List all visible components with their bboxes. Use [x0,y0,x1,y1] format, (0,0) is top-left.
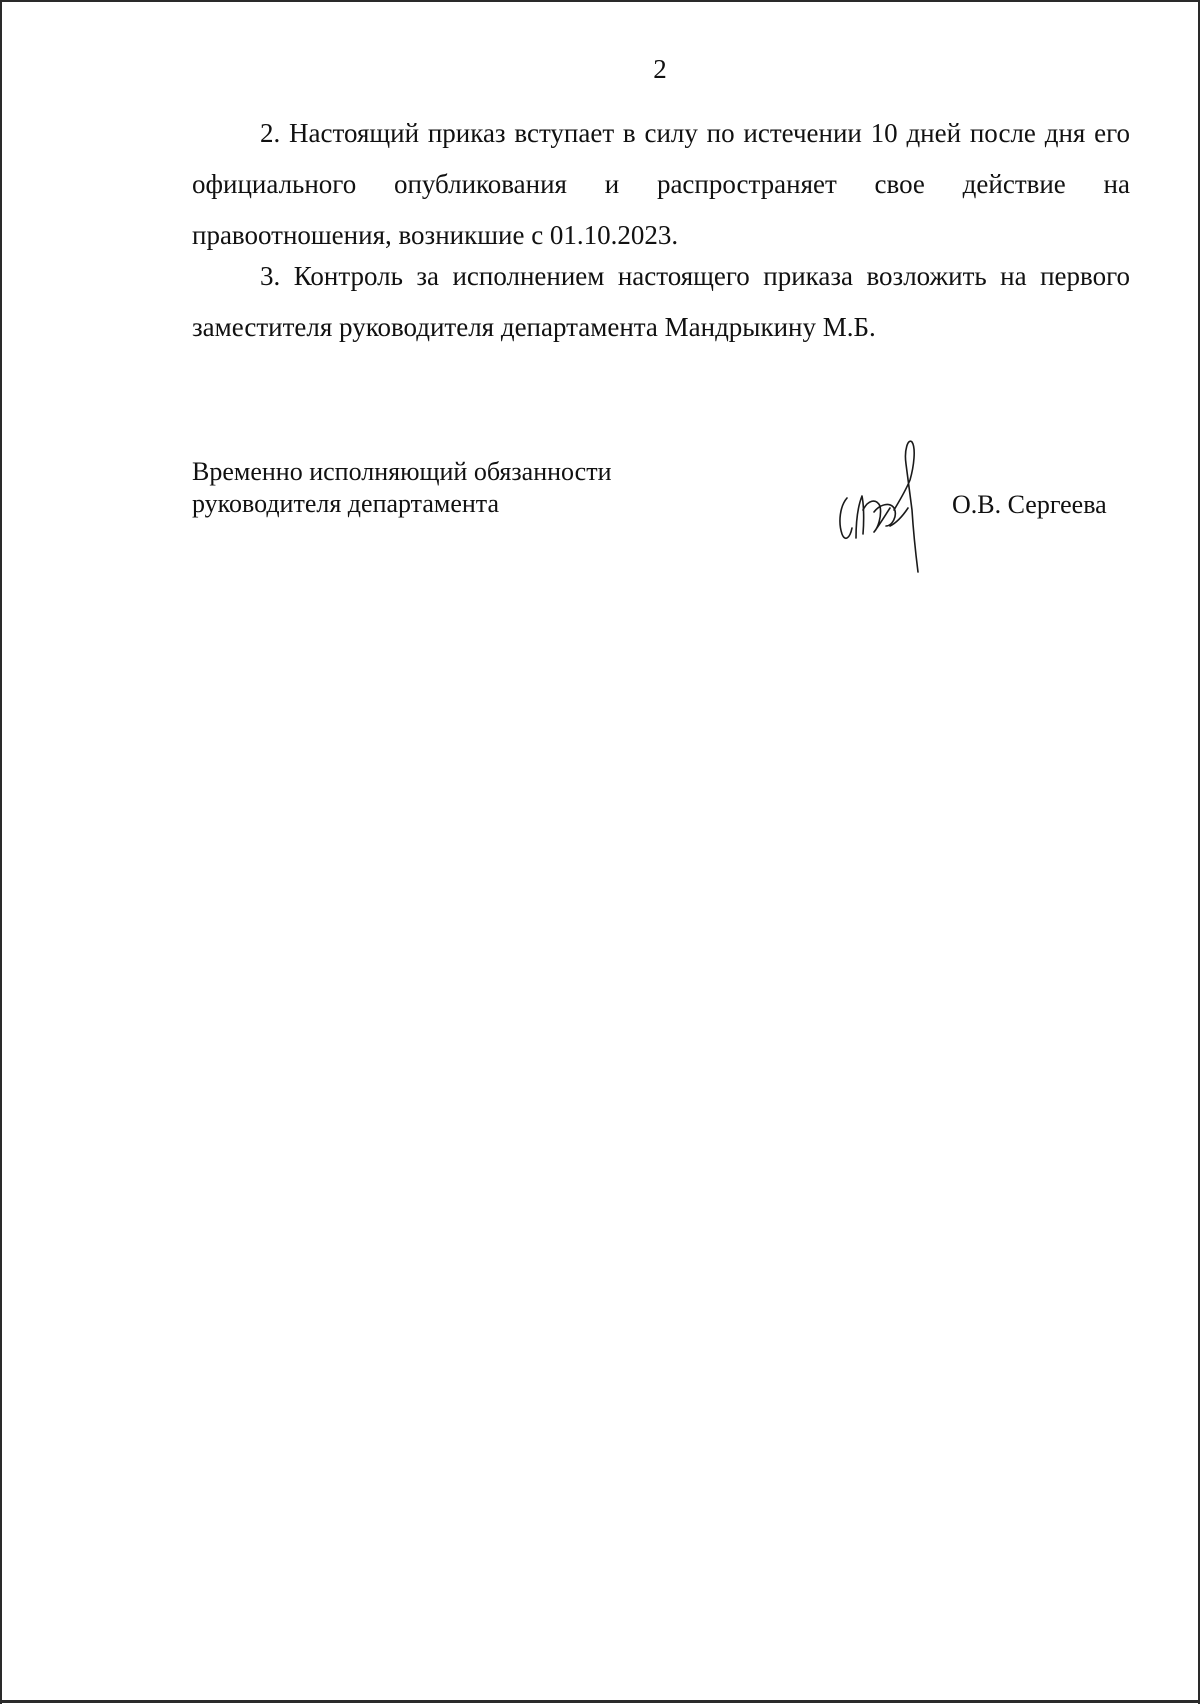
signer-position [192,456,612,520]
handwritten-signature [830,430,950,580]
signer-position-line-1: Временно исполняющий обязанности [192,457,612,486]
signer-position-line-2: руководителя департамента [192,489,500,518]
scan-border-bottom [0,1700,1200,1703]
paragraph-3: 3. Контроль за исполнением настоящего приказа возложить на первого заместителя руководителя департамента Мандрыкину М.Б. [192,261,1130,342]
paragraph-2: 2. Настоящий приказ вступает в силу по истечении 10 дней после дня его официального опубликования и распространяет свое действие на правоотношения, возникшие с 01.10.2023. [192,118,1130,250]
page-number: 2 [653,54,667,84]
signer-name: О.В. Сергеева [952,490,1107,519]
scan-border-top [0,0,1200,2]
scan-border-left [0,0,2,1704]
